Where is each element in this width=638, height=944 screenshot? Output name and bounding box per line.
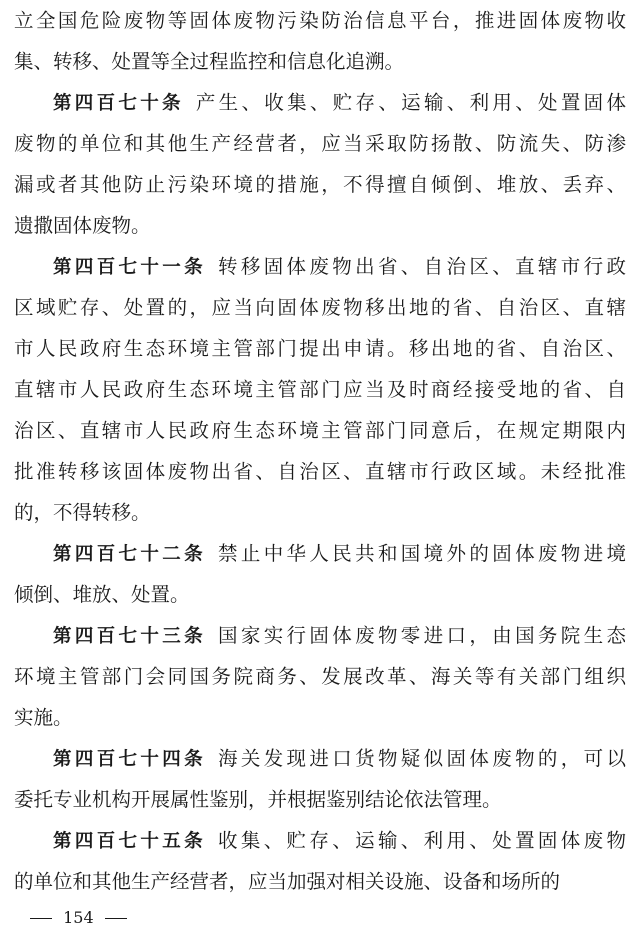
article-first-line [14,738,626,779]
document-page [14,0,626,902]
text-line [14,369,626,410]
article-first-line [14,533,626,574]
line-text: 治区、直辖市人民政府生态环境主管部门同意后，在规定期限内 [14,419,626,442]
line-text: 立全国危险废物等固体废物污染防治信息平台，推进固体废物收 [14,9,626,32]
line-text: 转移固体废物出省、自治区、直辖市行政 [217,255,626,278]
line-text: 直辖市人民政府生态环境主管部门应当及时商经接受地的省、自 [14,378,626,401]
text-line [14,492,626,533]
line-text: 国家实行固体废物零进口，由国务院生态 [217,624,626,647]
article-number: 第四百七十五条 [53,831,206,852]
line-text: 产生、收集、贮存、运输、利用、处置固体 [195,91,626,114]
article-first-line [14,820,626,861]
article-number: 第四百七十条 [53,93,184,114]
text-line [14,123,626,164]
line-text: 废物的单位和其他生产经营者，应当采取防扬散、防流失、防渗 [14,132,626,155]
text-line [14,779,626,820]
line-text: 收集、贮存、运输、利用、处置固体废物 [217,829,626,852]
article-first-line [14,246,626,287]
article-number: 第四百七十一条 [53,257,206,278]
article-number: 第四百七十二条 [53,544,206,565]
line-text: 区域贮存、处置的，应当向固体废物移出地的省、自治区、直辖 [14,296,626,319]
footer-dash-left [30,918,52,919]
text-line [14,164,626,205]
text-line [14,574,626,615]
article-number: 第四百七十四条 [53,749,206,770]
footer-dash-right [105,918,127,919]
line-text: 集、转移、处置等全过程监控和信息化追溯。 [14,50,405,73]
article-number: 第四百七十三条 [53,626,206,647]
line-text: 遗撒固体废物。 [14,214,151,237]
line-text: 倾倒、堆放、处置。 [14,583,190,606]
text-line [14,0,626,41]
text-line [14,287,626,328]
line-text: 环境主管部门会同国务院商务、发展改革、海关等有关部门组织 [14,665,626,688]
page-number: 154 [63,908,94,927]
line-text: 实施。 [14,706,73,729]
line-text: 的单位和其他生产经营者，应当加强对相关设施、设备和场所的 [14,870,561,893]
line-text: 禁止中华人民共和国境外的固体废物进境 [217,542,626,565]
article-first-line [14,615,626,656]
text-line [14,451,626,492]
text-line [14,410,626,451]
page-footer [24,906,133,930]
line-text: 委托专业机构开展属性鉴别，并根据鉴别结论依法管理。 [14,788,502,811]
text-line [14,328,626,369]
line-text: 的，不得转移。 [14,501,151,524]
line-text: 海关发现进口货物疑似固体废物的，可以 [217,747,626,770]
text-line [14,656,626,697]
line-text: 漏或者其他防止污染环境的措施，不得擅自倾倒、堆放、丢弃、 [14,173,626,196]
line-text: 市人民政府生态环境主管部门提出申请。移出地的省、自治区、 [14,337,626,360]
text-line [14,41,626,82]
line-text: 批准转移该固体废物出省、自治区、直辖市行政区域。未经批准 [14,460,626,483]
article-first-line [14,82,626,123]
text-line [14,205,626,246]
text-line [14,697,626,738]
text-line [14,861,626,902]
